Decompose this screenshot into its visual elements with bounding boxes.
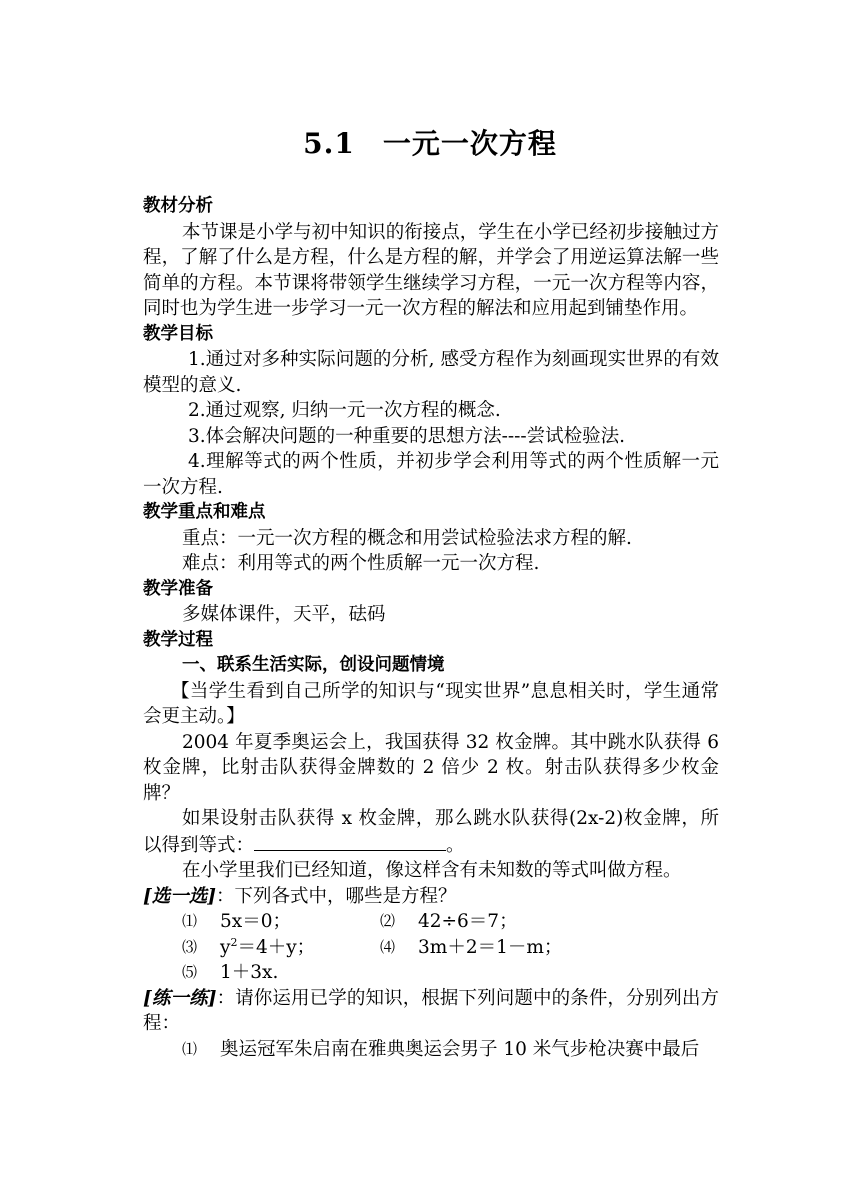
section-heading-process: 教学过程 (143, 629, 213, 650)
document-body (143, 194, 719, 1062)
section-heading-analysis: 教材分析 (143, 196, 213, 216)
expression-item: ⑶ $y^2=4+y$； (182, 935, 316, 958)
analysis-paragraph: 本节课是小学与初中知识的衔接点，学生在小学已经初步接触过方程，了解了什么是方程，什么是方程的解，并学会了用逆运算法解一些简单的方程。本节课将带领学生继续学习方程，一元一次方程等内容，同时也为学生进一步学习一元一次方程的解法和应用起到铺垫作用。 (143, 221, 719, 319)
objective-item: 1.通过对多种实际问题的分析, 感受方程作为刻画现实世界的有效模型的意义. (143, 349, 719, 396)
expression-row (143, 909, 719, 935)
page-title (0, 122, 860, 162)
teacher-note: 【当学生看到自己所学的知识与“现实世界”息息相关时，学生通常会更主动。】 (143, 680, 719, 727)
title-number: 5.1 (303, 127, 355, 160)
equation-text: 如果设射击队获得 x 枚金牌，那么跳水队获得(2x-2)枚金牌，所以得到等式： (143, 808, 719, 856)
objective-item: 4.理解等式的两个性质，并初步学会利用等式的两个性质解一元一次方程. (143, 451, 719, 498)
focus-text: 重点：一元一次方程的概念和用尝试检验法求方程的解. (182, 527, 632, 549)
expression-item: ⑴ 5x＝0； (182, 911, 291, 932)
expression-item: ⑵ 42÷6＝7； (380, 911, 518, 932)
subsection-heading: 一、联系生活实际，创设问题情境 (182, 655, 445, 675)
definition-paragraph: 在小学里我们已经知道，像这样含有未知数的等式叫做方程。 (182, 860, 682, 881)
equation-paragraph (143, 806, 719, 858)
choose-text: ：下列各式中，哪些是方程？ (216, 885, 457, 907)
section-heading-objectives: 教学目标 (143, 323, 213, 344)
expression-row (143, 935, 719, 961)
title-text: 一元一次方程 (382, 127, 557, 160)
practice-prompt (143, 986, 719, 1037)
equation-end: 。 (446, 834, 465, 856)
practice-item: ⑴ 奥运冠军朱启南在雅典奥运会男子 10 米气步枪决赛中最后 (182, 1038, 700, 1060)
section-heading-preparation: 教学准备 (143, 578, 213, 599)
practice-label: [练一练] (143, 987, 217, 1009)
objective-item: 3.体会解决问题的一种重要的思想方法----尝试检验法. (188, 425, 626, 447)
difficulty-text: 难点：利用等式的两个性质解一元一次方程. (182, 553, 540, 574)
section-heading-key-points: 教学重点和难点 (143, 502, 266, 522)
objective-item: 2.通过观察, 归纳一元一次方程的概念. (188, 400, 501, 421)
expression-item: ⑸ 1＋3x. (182, 962, 279, 983)
choose-label: [选一选] (143, 885, 217, 907)
preparation-text: 多媒体课件，天平，砝码 (182, 604, 386, 625)
problem-paragraph: 2004 年夏季奥运会上，我国获得 32 枚金牌。其中跳水队获得 6 枚金牌，比射击队获得金牌数的 2 倍少 2 枚。射击队获得多少枚金牌？ (143, 731, 719, 804)
choose-prompt (143, 884, 719, 910)
expression-row (143, 960, 719, 986)
practice-text: ：请你运用已学的知识，根据下列问题中的条件，分别列出方程： (143, 987, 719, 1034)
expression-item: ⑷ 3m＋2＝1－m； (380, 936, 563, 958)
answer-blank[interactable] (254, 832, 446, 851)
